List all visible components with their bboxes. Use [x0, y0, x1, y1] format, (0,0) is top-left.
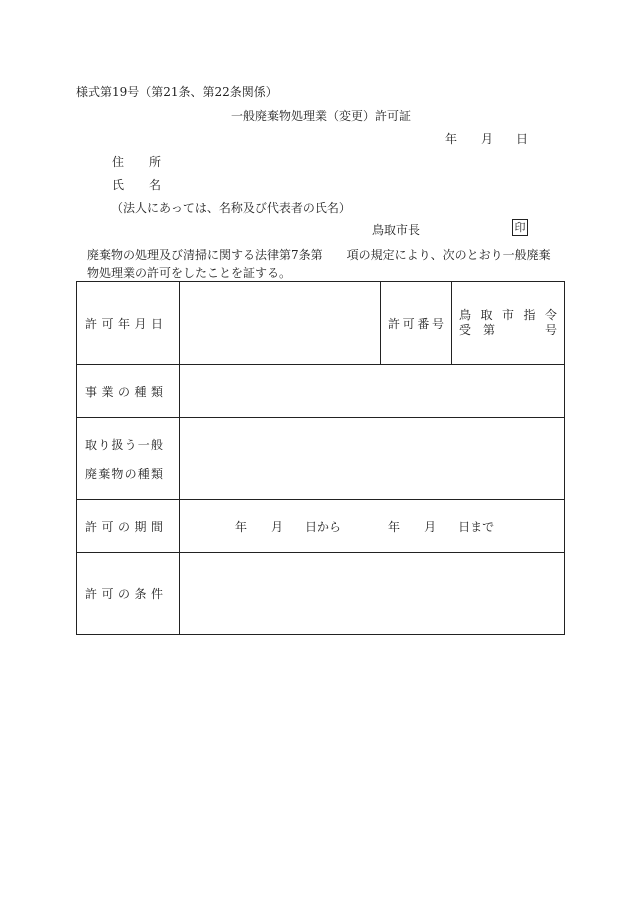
waste-type-label: 取 り 扱 う 一 般 廃 棄 物 の 種 類: [77, 418, 180, 500]
date-day: 日: [516, 132, 529, 146]
table-row: [77, 365, 565, 418]
permit-number-label: 許 可 番 号: [381, 282, 452, 365]
conditions-label: 許 可 の 条 件: [77, 553, 180, 635]
body-text-line-1: 廃棄物の処理及び清掃に関する法律第7条第 項の規定により、次のとおり一般廃棄: [87, 248, 551, 262]
issuer: 鳥取市長: [372, 223, 421, 237]
corporate-note: （法人にあっては、名称及び代表者の氏名）: [111, 201, 351, 215]
table-row: [77, 500, 565, 553]
period-value: 年 月 日から 年 月 日まで: [180, 500, 565, 553]
date-month: 月: [481, 132, 494, 146]
table-row: [77, 553, 565, 635]
permit-date-label: 許 可 年 月 日: [77, 282, 180, 365]
body-text-line-2: 物処理業の許可をしたことを証する。: [87, 266, 292, 280]
waste-type-value: [180, 418, 565, 500]
period-label: 許 可 の 期 間: [77, 500, 180, 553]
seal-box: 印: [512, 219, 528, 236]
permit-table: [76, 281, 565, 635]
designation-number: 鳥 取 市 指 令 受 第 号: [452, 282, 565, 365]
business-type-label: 事 業 の 種 類: [77, 365, 180, 418]
permit-date-value: [180, 282, 381, 365]
date-year: 年: [445, 132, 458, 146]
table-row: [77, 282, 565, 365]
business-type-value: [180, 365, 565, 418]
conditions-value: [180, 553, 565, 635]
table-row: [77, 418, 565, 500]
form-number: 様式第19号（第21条、第22条関係）: [76, 85, 278, 99]
document-title: 一般廃棄物処理業（変更）許可証: [231, 109, 412, 123]
